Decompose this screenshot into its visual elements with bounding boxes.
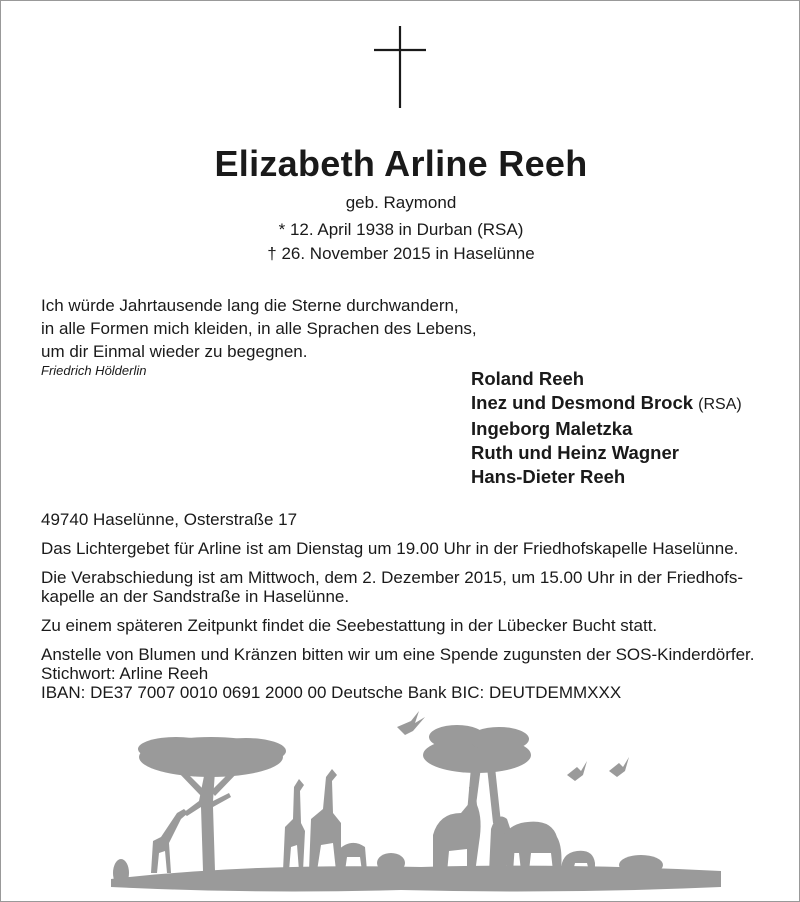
maiden-name: geb. Raymond xyxy=(345,193,457,212)
bird-flying xyxy=(609,757,629,777)
mourner: Hans-Dieter Reeh xyxy=(471,466,626,487)
elephant-reaching xyxy=(433,787,481,873)
quote-author: Friedrich Hölderlin xyxy=(41,363,147,378)
quote-line: um dir Einmal wieder zu begegnen. xyxy=(41,342,308,361)
mourners-list xyxy=(471,367,742,489)
cross-icon xyxy=(374,26,426,108)
bush xyxy=(619,855,663,875)
quote-line: Ich würde Jahrtausende lang die Sterne durchwandern, xyxy=(41,296,459,315)
mourner: Roland Reeh xyxy=(471,368,585,389)
bird-flying-large xyxy=(397,711,425,735)
mourner: Ingeborg Maletzka xyxy=(471,418,633,439)
prayer-notice: Das Lichtergebet für Arline ist am Dienstag um 19.00 Uhr in der Friedhofskapelle Haselünne. xyxy=(41,539,739,558)
bird-flying xyxy=(567,761,587,781)
address: 49740 Haselünne, Osterstraße 17 xyxy=(41,510,298,529)
quote xyxy=(41,294,477,363)
mourner: Inez und Desmond Brock (RSA) xyxy=(471,392,742,413)
cactus xyxy=(113,859,129,887)
mourner: Ruth und Heinz Wagner xyxy=(471,442,679,463)
quote-line: in alle Formen mich kleiden, in alle Sprachen des Lebens, xyxy=(41,319,477,338)
bush xyxy=(377,853,405,873)
giraffe-small xyxy=(151,809,188,873)
giraffe-right xyxy=(309,769,341,871)
burial-notice: Zu einem späteren Zeitpunkt findet die Seebestattung in der Lübecker Bucht statt. xyxy=(41,616,658,635)
giraffe-left xyxy=(283,779,305,871)
farewell-notice: Die Verabschiedung ist am Mittwoch, dem 2. Dezember 2015, um 15.00 Uhr in der Friedhofs- kapelle an der Sandstraße in Haselünne. xyxy=(41,568,744,606)
donation-notice: Anstelle von Blumen und Kränzen bitten wir um eine Spende zugunsten der SOS-Kinderdörfer. Stichwort: Arline Reeh IBAN: DE37 7007 0010 0691 2000 00 Deutsche Bank BIC: DEUTDEMMXXX xyxy=(41,645,755,702)
deceased-name: Elizabeth Arline Reeh xyxy=(214,143,588,184)
mourner-note: (RSA) xyxy=(698,396,742,413)
savanna-silhouette xyxy=(1,701,800,901)
birth-date: * 12. April 1938 in Durban (RSA) xyxy=(278,220,524,239)
death-date: † 26. November 2015 in Haselünne xyxy=(267,244,535,263)
